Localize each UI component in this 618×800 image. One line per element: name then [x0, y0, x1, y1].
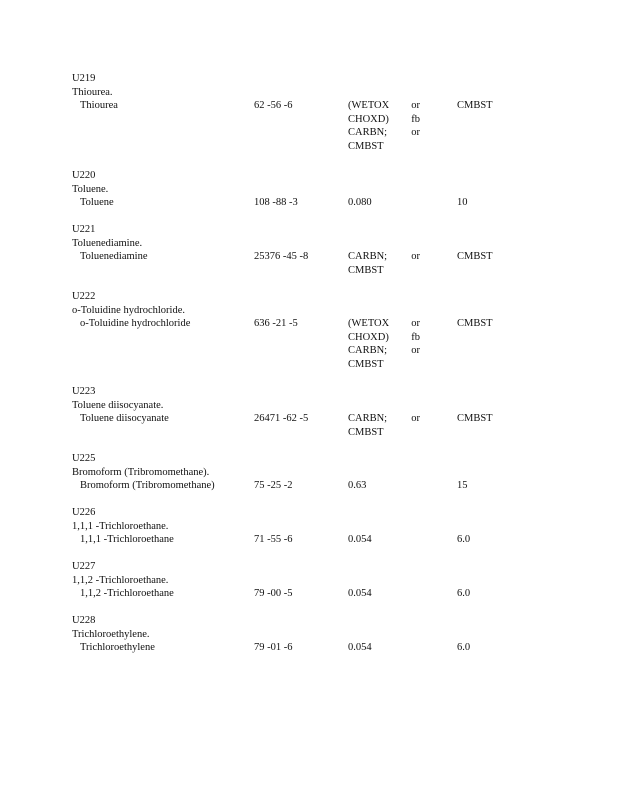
waste-entry-u227 [72, 560, 572, 601]
waste-description: o-Toluidine hydrochloride. [72, 304, 185, 316]
ww-standard-line: CARBN; or [348, 345, 420, 356]
ww-standard-line: 0.054 [348, 642, 372, 653]
cas-number: 26471 -62 -5 [254, 413, 309, 424]
ww-standard-line: CARBN; or [348, 413, 420, 424]
constituent-name: Toluene diisocyanate [80, 413, 169, 424]
wastewater-standard [348, 533, 420, 547]
waste-description: Bromoform (Tribromomethane). [72, 466, 210, 478]
nonwastewater-standard: CMBST [457, 413, 493, 424]
waste-code: U228 [72, 615, 96, 626]
cas-number: 79 -00 -5 [254, 588, 293, 599]
constituent-row [72, 533, 572, 547]
waste-entry-u221 [72, 223, 572, 276]
ww-standard-line: CHOXD) fb [348, 331, 420, 343]
waste-description: Toluene diisocyanate. [72, 399, 164, 411]
ww-standard-line: CHOXD) fb [348, 113, 420, 125]
waste-code: U222 [72, 291, 96, 302]
waste-entry-u228 [72, 614, 572, 655]
waste-code: U227 [72, 561, 96, 572]
waste-code: U220 [72, 170, 96, 181]
ww-standard-line: CMBST [348, 426, 384, 438]
waste-entry-u223 [72, 385, 572, 438]
ww-standard-line: 0.080 [348, 197, 372, 208]
ww-standard-line: 0.63 [348, 480, 367, 491]
waste-description: Toluenediamine. [72, 237, 143, 249]
waste-description: Thiourea. [72, 86, 113, 98]
waste-description: Trichloroethylene. [72, 628, 150, 640]
constituent-row [72, 196, 572, 210]
ww-standard-line: 0.054 [348, 534, 372, 545]
waste-code: U219 [72, 73, 96, 84]
constituent-name: Thiourea [80, 100, 118, 111]
constituent-name: Bromoform (Tribromomethane) [80, 480, 215, 491]
constituent-row [72, 250, 572, 276]
cas-number: 71 -55 -6 [254, 534, 293, 545]
wastewater-standard [348, 587, 420, 601]
waste-description: 1,1,1 -Trichloroethane. [72, 520, 169, 532]
ww-standard-line: CARBN; or [348, 251, 420, 262]
wastewater-standard [348, 641, 420, 655]
nonwastewater-standard: 10 [457, 197, 468, 208]
constituent-row [72, 479, 572, 493]
cas-number: 25376 -45 -8 [254, 251, 309, 262]
wastewater-standard [348, 412, 420, 439]
nonwastewater-standard: 15 [457, 480, 468, 491]
waste-entry-u222 [72, 290, 572, 370]
waste-description: 1,1,2 -Trichloroethane. [72, 574, 169, 586]
constituent-name: Toluene [80, 197, 114, 208]
cas-number: 75 -25 -2 [254, 480, 293, 491]
cas-number: 636 -21 -5 [254, 318, 298, 329]
cas-number: 108 -88 -3 [254, 197, 298, 208]
constituent-row [72, 587, 572, 601]
ww-standard-line: CARBN; or [348, 127, 420, 138]
waste-code: U226 [72, 507, 96, 518]
waste-entry-u220 [72, 169, 572, 210]
wastewater-standard [348, 317, 420, 371]
ww-standard-line: CMBST [348, 264, 384, 276]
nonwastewater-standard: CMBST [457, 100, 493, 111]
constituent-row [72, 317, 572, 370]
nonwastewater-standard: CMBST [457, 251, 493, 262]
nonwastewater-standard: 6.0 [457, 642, 471, 653]
wastewater-standard [348, 196, 420, 210]
nonwastewater-standard: 6.0 [457, 588, 471, 599]
constituent-row [72, 641, 572, 655]
waste-entry-u219 [72, 72, 572, 152]
wastewater-standard [348, 99, 420, 153]
ww-standard-line: 0.054 [348, 588, 372, 599]
wastewater-standard [348, 250, 420, 277]
waste-description: Toluene. [72, 183, 109, 195]
cas-number: 79 -01 -6 [254, 642, 293, 653]
constituent-name: o-Toluidine hydrochloride [80, 318, 191, 329]
wastewater-standard [348, 479, 420, 493]
waste-code: U221 [72, 224, 96, 235]
waste-code: U225 [72, 453, 96, 464]
cas-number: 62 -56 -6 [254, 100, 293, 111]
nonwastewater-standard: CMBST [457, 318, 493, 329]
waste-entry-u226 [72, 506, 572, 547]
constituent-name: 1,1,2 -Trichloroethane [80, 588, 174, 599]
ww-standard-line: CMBST [348, 140, 384, 152]
nonwastewater-standard: 6.0 [457, 534, 471, 545]
ww-standard-line: (WETOX or [348, 318, 420, 329]
constituent-name: Toluenediamine [80, 251, 148, 262]
constituent-row [72, 99, 572, 152]
constituent-row [72, 412, 572, 438]
waste-entry-u225 [72, 452, 572, 493]
ww-standard-line: (WETOX or [348, 100, 420, 111]
constituent-name: Trichloroethylene [80, 642, 155, 653]
constituent-name: 1,1,1 -Trichloroethane [80, 534, 174, 545]
ww-standard-line: CMBST [348, 358, 384, 370]
waste-code: U223 [72, 386, 96, 397]
